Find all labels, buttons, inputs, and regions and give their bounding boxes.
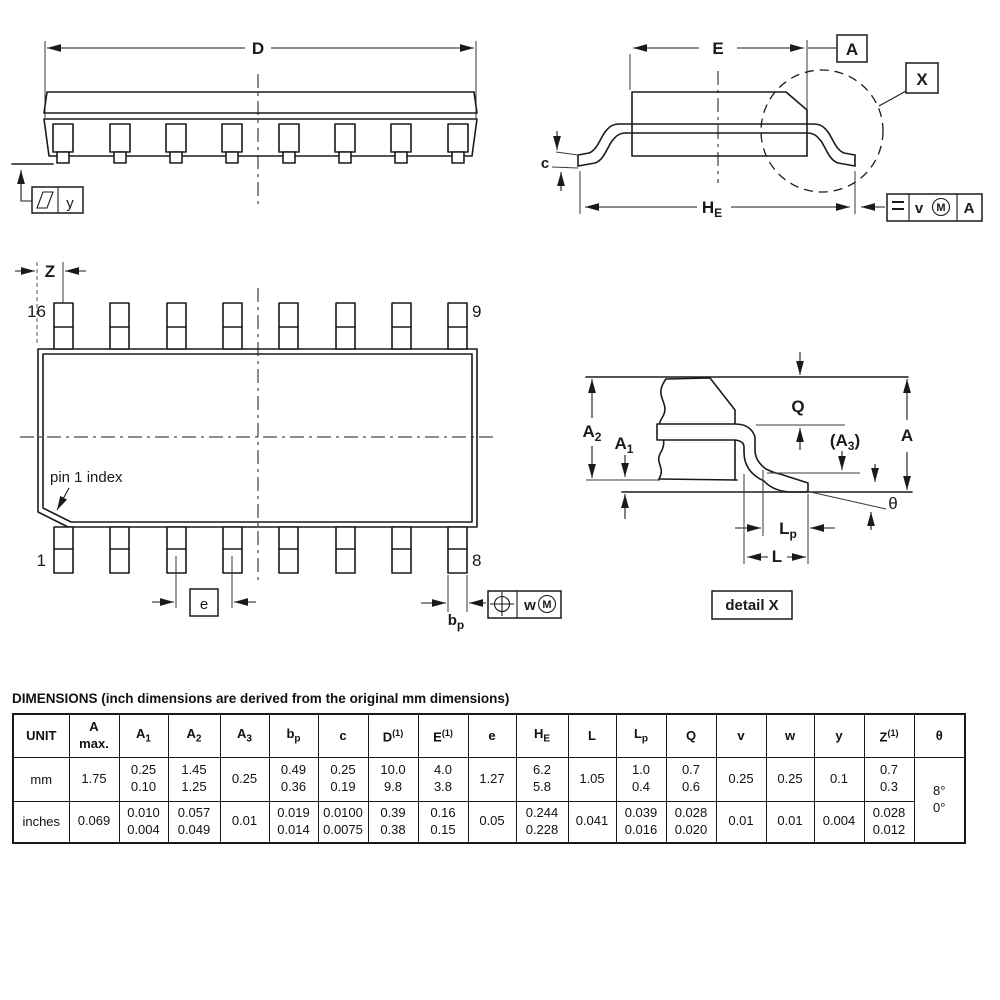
header-y: y [814,714,864,757]
fcf-w-label: w [524,597,536,614]
header-lp: $L_p$ [616,714,666,757]
detail-caption [712,591,792,619]
header-he: $H_E$ [516,714,568,757]
table-cell: 0.028 0.012 [864,801,914,843]
datum-a-frame [837,35,867,62]
header-e: e [468,714,516,757]
table-cell: 0.25 0.10 [119,757,168,801]
e-dimension [630,39,837,157]
table-cell: 0.010 0.004 [119,801,168,843]
table-cell: 0.01 [220,801,269,843]
table-cell: 0.01 [766,801,814,843]
table-cell: 1.0 0.4 [616,757,666,801]
header-a1: $A_1$ [119,714,168,757]
dim-label-bp: $b_p$ [447,612,465,632]
pin1-index-label: pin 1 index [50,469,123,486]
dim-label-e: E [712,39,724,58]
header-a-max: A max. [69,714,119,757]
a1-dimension [615,434,634,519]
table-cell: 0.069 [69,801,119,843]
position-icon [490,592,514,616]
dim-label-l: L [771,547,783,566]
dim-label-z: Z [44,262,56,281]
table-cell: 0.7 0.3 [864,757,914,801]
table-cell: 10.0 9.8 [368,757,418,801]
fcf-modifier-label: M [936,202,946,214]
dim-label-pitch-e: e [199,596,209,613]
dim-label-lp: $L_p$ [779,519,797,541]
he-dimension [580,171,855,220]
dim-label-a: A [900,426,914,445]
pin1-index-annotation [50,469,123,510]
a3-dimension [767,431,860,473]
table-cell: 4.0 3.8 [418,757,468,801]
end-leads [578,124,855,166]
table-cell: 0.05 [468,801,516,843]
table-cell: 0.019 0.014 [269,801,318,843]
end-view [541,35,982,221]
fcf-w-modifier: M [542,599,552,611]
table-cell: 0.0100 0.0075 [318,801,368,843]
unit-cell: mm [13,757,69,801]
header-z: $Z^{(1)}$ [864,714,914,757]
header-a2: $A_2$ [168,714,220,757]
table-cell: 0.25 [716,757,766,801]
table-cell: 0.39 0.38 [368,801,418,843]
table-row-inches [13,801,965,843]
a2-dimension [583,379,660,480]
header-bp: $b_p$ [269,714,318,757]
detail-circle [761,70,883,192]
dim-label-a2: $A_2$ [582,422,602,444]
datum-y-frame [12,164,83,213]
pin-16-label: 16 [27,302,46,321]
table-cell: 1.75 [69,757,119,801]
datum-a-label: A [845,40,859,59]
dim-label-theta: θ [888,494,898,513]
symmetry-icon [892,202,904,209]
table-cell: 0.041 [568,801,616,843]
d-dimension [45,39,476,118]
header-l: L [568,714,616,757]
bp-dimension [421,575,486,632]
table-cell: 1.27 [468,757,516,801]
table-cell: 0.49 0.36 [269,757,318,801]
header-w: w [766,714,814,757]
table-title: DIMENSIONS (inch dimensions are derived from the original mm dimensions) [12,691,510,706]
header-a3: $A_3$ [220,714,269,757]
datum-y-label: y [66,195,74,212]
table-cell: 1.45 1.25 [168,757,220,801]
table-cell: 0.16 0.15 [418,801,468,843]
table-cell: 0.25 [766,757,814,801]
header-e-cap: $E^{(1)}$ [418,714,468,757]
unit-cell: inches [13,801,69,843]
table-row-mm [13,757,965,801]
pin-8-label: 8 [472,551,482,570]
table-cell: 0.01 [716,801,766,843]
side-package-leads [53,124,468,163]
dim-label-a3: $(A_3)$ [829,431,861,453]
pin-1-label: 1 [36,551,46,570]
table-cell: 0.7 0.6 [666,757,716,801]
detail-ref-label: X [916,70,928,89]
header-c: c [318,714,368,757]
pin-9-label: 9 [472,302,482,321]
header-q: Q [666,714,716,757]
table-cell: 0.057 0.049 [168,801,220,843]
dim-label-d: D [251,39,265,58]
side-package-body [44,92,477,156]
theta-cell: 8° 0° [914,757,965,843]
dim-label-q: Q [791,397,805,416]
table-cell: 1.05 [568,757,616,801]
parallelogram-icon [37,192,53,208]
detail-lead [657,424,808,492]
dim-label-c: c [540,155,550,172]
theta-dimension [806,464,898,530]
table-cell: 0.25 0.19 [318,757,368,801]
table-cell: 0.25 [220,757,269,801]
table-cell: 0.039 0.016 [616,801,666,843]
symmetry-tolerance-frame [861,194,982,221]
header-unit: UNIT [13,714,69,757]
position-tolerance-frame [488,591,561,618]
table-cell: 0.004 [814,801,864,843]
header-theta: θ [914,714,965,757]
detail-x-callout [761,63,938,192]
top-view [15,262,561,632]
side-view [12,39,477,213]
dim-label-a1: $A_1$ [614,434,634,456]
a-dimension [901,379,913,490]
table-cell: 0.1 [814,757,864,801]
top-pins [54,303,467,573]
fcf-datum-label: A [963,200,975,217]
detail-caption-label: detail X [725,597,779,614]
z-dimension [15,262,86,346]
fcf-tolerance-label: v [914,200,924,217]
table-cell: 0.028 0.020 [666,801,716,843]
dim-label-he: $H_E$ [701,198,723,220]
table-header-row [13,714,965,757]
table-cell: 6.2 5.8 [516,757,568,801]
dimensions-table [12,713,966,844]
detail-x-view [583,352,914,619]
header-d: $D^{(1)}$ [368,714,418,757]
table-cell: 0.244 0.228 [516,801,568,843]
c-dimension [541,131,578,191]
header-v: v [716,714,766,757]
